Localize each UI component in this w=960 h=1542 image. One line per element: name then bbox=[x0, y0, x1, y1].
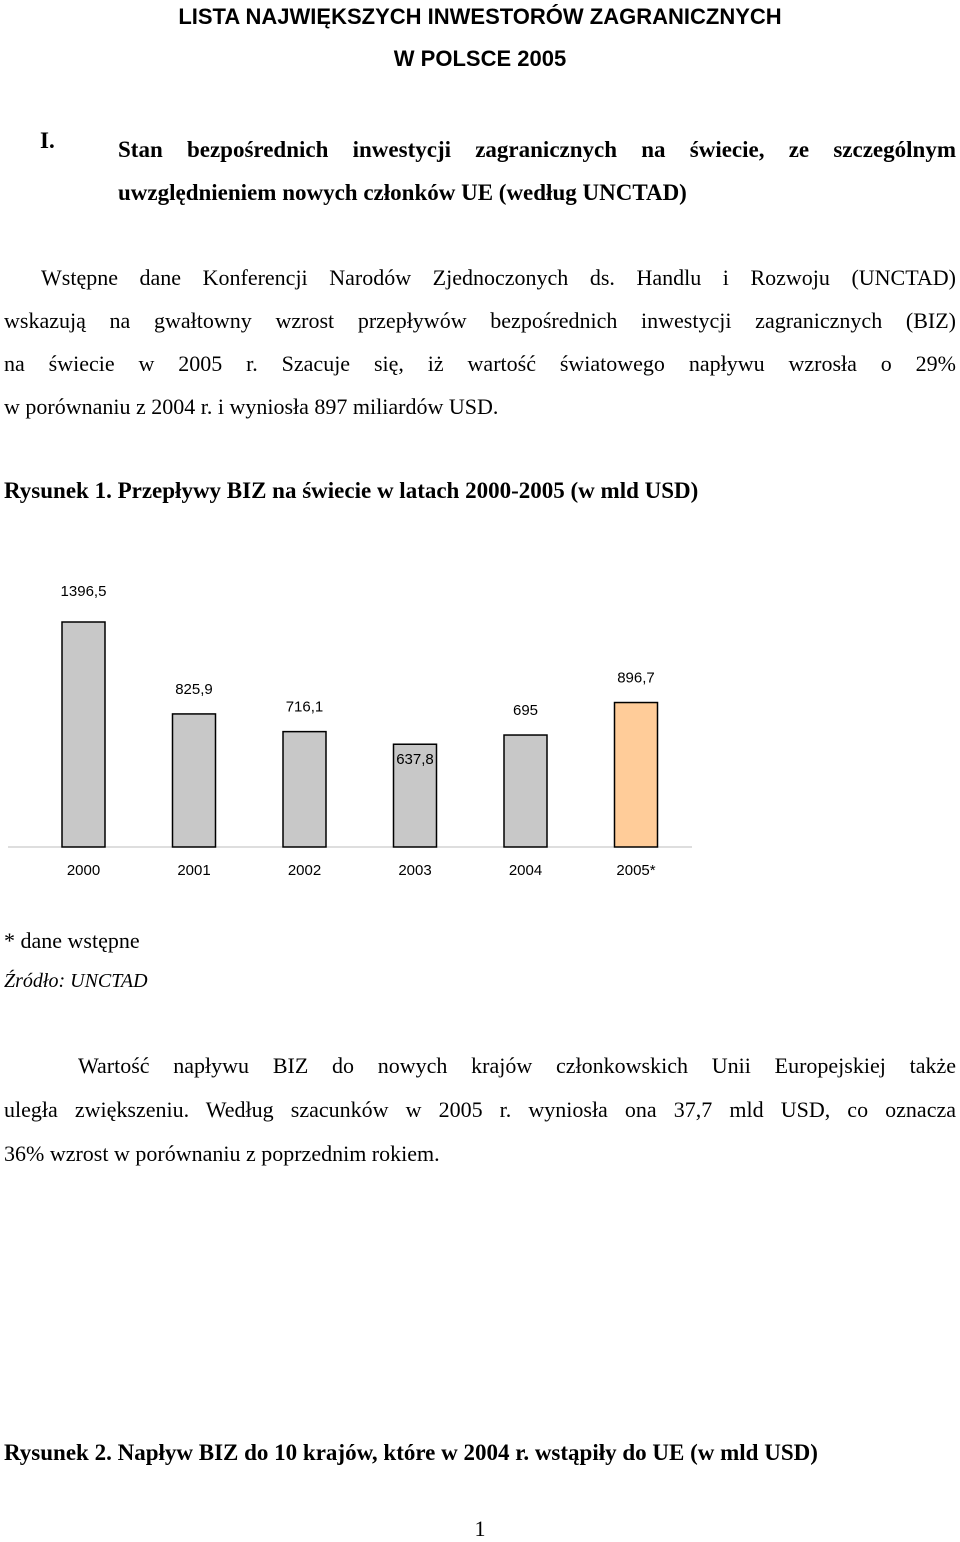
category-label: 2003 bbox=[398, 862, 432, 879]
paragraph-line: na świecie w 2005 r. Szacuje się, iż wartość światowego napływu wzrosła o 29% bbox=[4, 351, 956, 376]
figure1-note: * dane wstępne bbox=[4, 928, 140, 953]
value-label: 896,7 bbox=[617, 669, 655, 687]
paragraph-line: Wartość napływu BIZ do nowych krajów członkowskich Unii Europejskiej także bbox=[78, 1053, 956, 1078]
paragraph-line: 36% wzrost w porównaniu z poprzednim rokiem. bbox=[4, 1141, 440, 1166]
paragraph-line: w porównaniu z 2004 r. i wyniosła 897 miliardów USD. bbox=[4, 394, 499, 419]
value-label: 637,8 bbox=[396, 751, 434, 769]
section-title: Stan bezpośrednich inwestycji zagranicznych na świecie, ze szczególnym uwzględnieniem nowych członków UE (według UNCTAD) bbox=[118, 137, 956, 205]
section-number: I. bbox=[40, 128, 55, 153]
bar-2000 bbox=[62, 622, 105, 847]
bar-2001 bbox=[173, 714, 216, 847]
value-label: 825,9 bbox=[175, 680, 213, 698]
document-title-line2: W POLSCE 2005 bbox=[393, 46, 567, 71]
value-label: 1396,5 bbox=[60, 583, 107, 600]
category-label: 2000 bbox=[66, 862, 101, 879]
value-label: 716,1 bbox=[285, 698, 324, 716]
figure1-source: Źródło: UNCTAD bbox=[4, 970, 148, 992]
category-label: 2004 bbox=[508, 862, 543, 879]
page-number: 1 bbox=[474, 1516, 486, 1541]
intro-paragraph bbox=[4, 256, 956, 428]
category-label: 2001 bbox=[177, 862, 211, 879]
value-label: 695 bbox=[512, 702, 539, 720]
bar-2005 bbox=[615, 703, 658, 847]
figure1-chart bbox=[0, 560, 720, 900]
bar-2004 bbox=[504, 735, 547, 847]
bar-2002 bbox=[283, 732, 326, 847]
figure2-caption: Rysunek 2. Napływ BIZ do 10 krajów, które w 2004 r. wstąpiły do UE (w mld USD) bbox=[4, 1440, 818, 1465]
eu-paragraph bbox=[4, 1044, 956, 1176]
paragraph-line: Wstępne dane Konferencji Narodów Zjednoczonych ds. Handlu i Rozwoju (UNCTAD) bbox=[41, 265, 956, 290]
category-label: 2002 bbox=[287, 862, 322, 879]
category-label: 2005* bbox=[616, 862, 656, 879]
paragraph-line: uległa zwiększeniu. Według szacunków w 2005 r. wyniosła ona 37,7 mld USD, co oznacza bbox=[4, 1097, 956, 1122]
figure1-caption: Rysunek 1. Przepływy BIZ na świecie w latach 2000-2005 (w mld USD) bbox=[4, 478, 699, 503]
paragraph-line: wskazują na gwałtowny wzrost przepływów bezpośrednich inwestycji zagranicznych (BIZ) bbox=[4, 308, 956, 333]
document-title-line1: LISTA NAJWIĘKSZYCH INWESTORÓW ZAGRANICZNYCH bbox=[178, 4, 782, 29]
